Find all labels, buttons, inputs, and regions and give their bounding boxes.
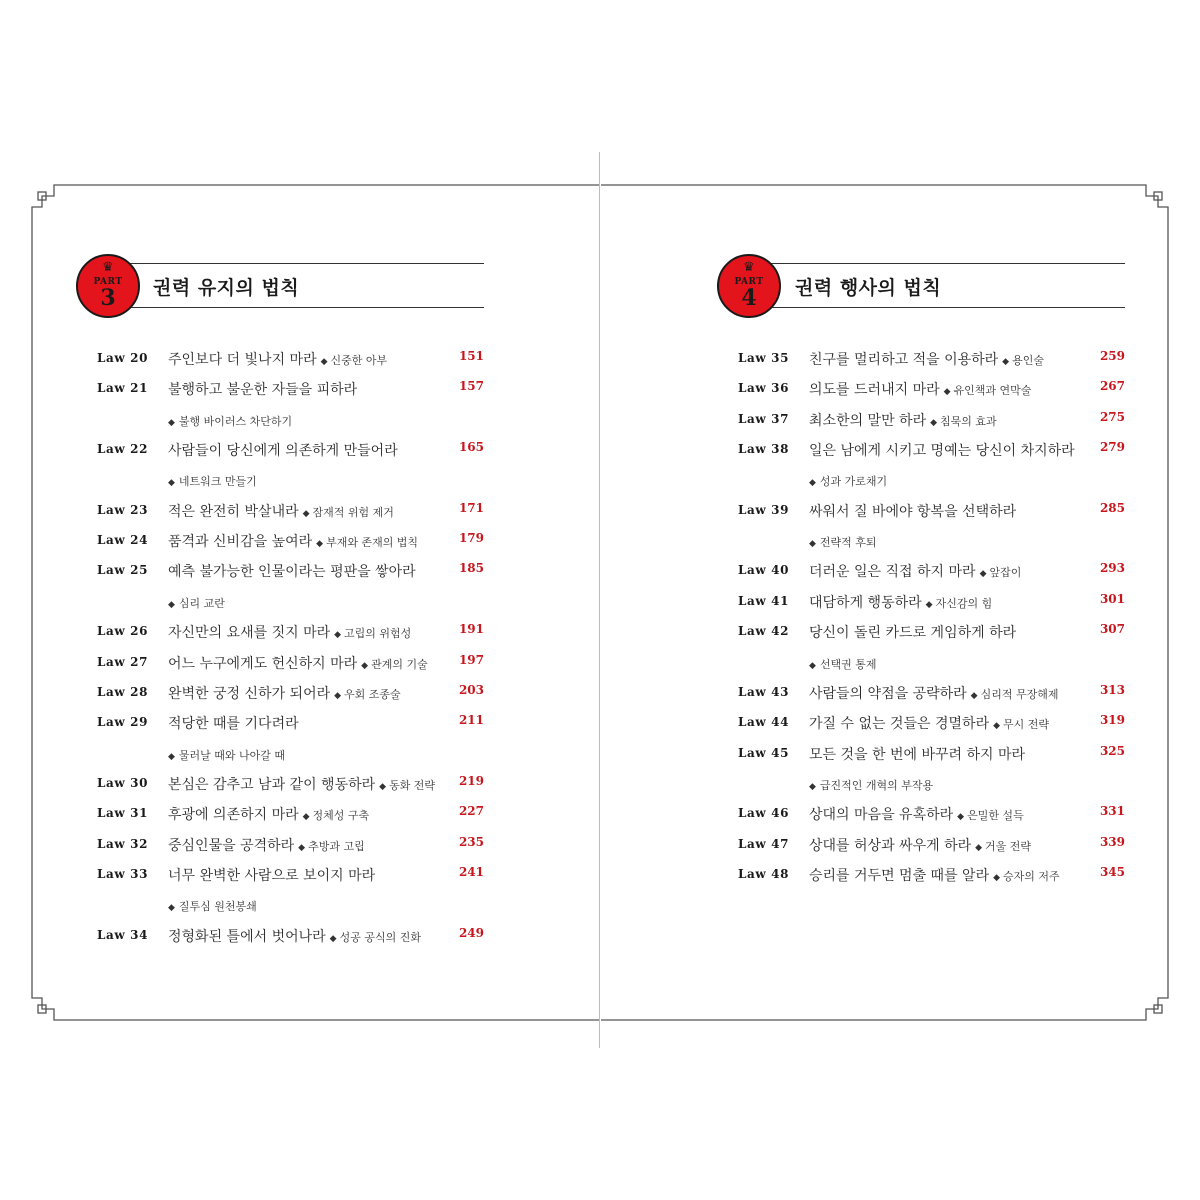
law-title-text: 품격과 신비감을 높여라: [168, 534, 313, 551]
page-number: 157: [458, 379, 484, 394]
diamond-bullet-icon: ◆: [957, 812, 965, 823]
law-title-text: 예측 불가능한 인물이라는 평판을 쌓아라: [168, 564, 416, 581]
law-subtitle: [809, 473, 887, 489]
law-title: [168, 531, 418, 551]
law-title: [168, 804, 369, 824]
law-title: [168, 865, 375, 885]
law-number: Law 26: [97, 624, 149, 639]
diamond-bullet-icon: ◆: [975, 842, 983, 853]
toc-entry[interactable]: [738, 864, 1125, 889]
law-number: Law 47: [738, 836, 790, 851]
law-title: [809, 501, 1016, 521]
law-subtitle-text: 앞잡이: [989, 566, 1022, 580]
law-title: [809, 835, 1031, 855]
law-title: [168, 379, 357, 399]
law-number: Law 28: [97, 684, 149, 699]
law-title-text: 의도를 드러내지 마라: [809, 382, 940, 399]
law-title: [809, 379, 1031, 399]
law-subtitle-text: 침묵의 효과: [940, 414, 997, 428]
law-subtitle: [944, 384, 1032, 397]
law-number: Law 35: [738, 351, 790, 365]
law-number: Law 41: [738, 593, 790, 608]
law-subtitle-text: 정체성 구축: [312, 809, 370, 823]
diamond-bullet-icon: ◆: [930, 417, 938, 428]
law-subtitle: [168, 473, 257, 489]
law-subtitle-text: 유인책과 연막술: [953, 384, 1032, 398]
law-title: [809, 622, 1016, 642]
law-subtitle: [1002, 354, 1044, 367]
diamond-bullet-icon: ◆: [298, 842, 306, 853]
law-subtitle-text: 선택권 통제: [819, 657, 877, 671]
law-subtitle: [993, 718, 1049, 731]
page-number: 191: [458, 622, 484, 637]
diamond-bullet-icon: ◆: [302, 508, 310, 519]
law-subtitle-text: 거울 전략: [985, 839, 1032, 853]
law-title: [168, 561, 416, 581]
law-title-text: 너무 완벽한 사람으로 보이지 마라: [168, 867, 376, 884]
law-number: Law 27: [97, 654, 149, 669]
page-number: 211: [458, 713, 484, 728]
law-title-text: 일은 남에게 시키고 명예는 당신이 차지하라: [809, 443, 1075, 460]
diamond-bullet-icon: ◆: [320, 357, 328, 367]
law-subtitle-text: 성과 가로채기: [819, 475, 888, 489]
law-subtitle-text: 동화 전략: [389, 778, 436, 792]
law-number: Law 34: [97, 927, 149, 942]
law-title: [809, 410, 997, 430]
law-subtitle-text: 질투심 원천봉쇄: [178, 900, 257, 914]
law-subtitle: [809, 534, 877, 550]
law-number: Law 30: [97, 775, 149, 790]
part-badge: [717, 254, 781, 318]
law-title-text: 최소한의 말만 하라: [809, 412, 927, 429]
law-number: Law 24: [97, 533, 149, 548]
law-title-text: 불행하고 불운한 자들을 피하라: [168, 382, 358, 399]
law-title: [809, 349, 1044, 369]
law-title-text: 주인보다 더 빛나지 마라: [168, 352, 317, 368]
toc-entry[interactable]: [97, 351, 484, 373]
law-subtitle-text: 무시 전략: [1003, 718, 1050, 732]
page-number: 227: [458, 804, 484, 819]
law-title-text: 중심인물을 공격하라: [168, 837, 295, 854]
diamond-bullet-icon: ◆: [993, 872, 1001, 883]
law-title-text: 사람들이 당신에게 의존하게 만들어라: [168, 443, 398, 460]
law-subtitle: [809, 777, 933, 793]
law-subtitle-text: 자신감의 힘: [935, 596, 993, 610]
toc-entry[interactable]: [738, 381, 1125, 403]
page-number: 293: [1099, 561, 1125, 576]
law-title-text: 사람들의 약점을 공략하라: [809, 685, 967, 702]
diamond-bullet-icon: ◆: [993, 721, 1001, 732]
law-number: Law 45: [738, 745, 790, 760]
law-subtitle: [930, 415, 997, 428]
law-title-text: 완벽한 궁정 신하가 되어라: [168, 685, 331, 702]
diamond-bullet-icon: ◆: [334, 630, 342, 641]
diamond-bullet-icon: ◆: [943, 387, 951, 398]
crown-icon: ♛: [102, 260, 114, 275]
law-subtitle: [957, 809, 1024, 822]
law-subtitle-text: 용인술: [1012, 354, 1044, 367]
law-number: Law 31: [97, 806, 149, 821]
part-title: 권력 행사의 법칙: [795, 277, 942, 299]
law-title-text: 대담하게 행동하라: [809, 594, 922, 611]
law-title-text: 상대를 허상과 싸우게 하라: [809, 837, 972, 854]
law-title: [168, 440, 398, 460]
toc-entry[interactable]: [97, 381, 484, 403]
crown-icon: ♛: [743, 260, 755, 275]
law-number: Law 33: [97, 866, 149, 881]
law-title: [168, 622, 411, 642]
law-number: Law 22: [97, 442, 149, 457]
law-title-text: 적당한 때를 기다려라: [168, 716, 299, 733]
law-subtitle-text: 고립의 위험성: [344, 627, 412, 641]
law-number: Law 32: [97, 836, 149, 851]
law-title: [168, 653, 428, 673]
law-subtitle-text: 성공 공식의 진화: [339, 930, 421, 944]
page-number: 307: [1099, 622, 1125, 637]
page-number: 267: [1099, 379, 1125, 394]
law-subtitle: [379, 779, 435, 792]
page-number: 259: [1099, 349, 1125, 363]
diamond-bullet-icon: ◆: [1002, 357, 1010, 367]
page-number: 325: [1099, 743, 1125, 758]
part-badge: [76, 254, 140, 318]
page-number: 331: [1099, 804, 1125, 819]
law-subtitle-text: 물러날 때와 나아갈 때: [178, 748, 286, 762]
toc-entry[interactable]: [738, 715, 1125, 737]
toc-entry[interactable]: [97, 773, 484, 798]
page-number: 179: [458, 531, 484, 546]
part-rule-top: [108, 263, 484, 264]
law-number: Law 42: [738, 624, 790, 639]
diamond-bullet-icon: ◆: [316, 539, 324, 550]
law-subtitle: [330, 931, 421, 944]
law-subtitle: [168, 595, 225, 611]
law-number: Law 21: [97, 381, 149, 396]
page-number: 219: [458, 773, 484, 788]
law-subtitle-text: 심리적 무장해제: [980, 687, 1059, 701]
law-title-text: 친구를 멀리하고 적을 이용하라: [809, 352, 999, 368]
diamond-bullet-icon: ◆: [168, 478, 175, 489]
page-number: 171: [458, 500, 484, 515]
law-subtitle-text: 급진적인 개혁의 부작용: [819, 778, 934, 792]
toc-entry[interactable]: [738, 563, 1125, 585]
law-number: Law 23: [97, 502, 149, 517]
diamond-bullet-icon: ◆: [361, 660, 369, 671]
law-subtitle: [303, 809, 370, 822]
page-number: 279: [1099, 440, 1125, 455]
diamond-bullet-icon: ◆: [329, 933, 337, 944]
part-rule-bottom: [108, 307, 484, 308]
diamond-bullet-icon: ◆: [809, 660, 816, 671]
toc-entry[interactable]: [738, 500, 1125, 525]
law-title-text: 자신만의 요새를 짓지 마라: [168, 625, 331, 642]
law-subtitle: [321, 354, 388, 367]
law-number: Law 36: [738, 381, 790, 396]
part-word: PART: [734, 277, 764, 287]
law-title-text: 어느 누구에게도 헌신하지 마라: [168, 655, 358, 672]
toc-entry[interactable]: [738, 351, 1125, 373]
diamond-bullet-icon: ◆: [302, 812, 310, 823]
law-subtitle-text: 부재와 존재의 법칙: [326, 536, 419, 550]
law-subtitle: [975, 840, 1031, 853]
law-subtitle: [334, 688, 401, 701]
diamond-bullet-icon: ◆: [168, 751, 175, 762]
diamond-bullet-icon: ◆: [334, 690, 342, 701]
part-number: 3: [100, 285, 116, 311]
law-subtitle: [809, 656, 877, 672]
law-subtitle: [980, 566, 1022, 579]
toc-entry[interactable]: [738, 743, 1125, 768]
page-number: 301: [1099, 591, 1125, 606]
law-title-text: 당신이 돌린 카드로 게임하게 하라: [809, 625, 1017, 642]
law-subtitle-text: 불행 바이러스 차단하기: [178, 414, 293, 428]
law-subtitle: [298, 840, 365, 853]
law-number: Law 48: [738, 866, 790, 881]
toc-entry[interactable]: [97, 806, 484, 828]
toc-entry[interactable]: [738, 806, 1125, 828]
law-title: [809, 683, 1058, 703]
page-number: 339: [1099, 834, 1125, 849]
law-number: Law 39: [738, 502, 790, 517]
diamond-bullet-icon: ◆: [925, 599, 933, 610]
page-number: 235: [458, 834, 484, 849]
page-number: 203: [458, 682, 484, 697]
law-subtitle: [168, 898, 257, 914]
law-title: [168, 683, 401, 703]
law-number: Law 38: [738, 442, 790, 457]
law-title: [168, 926, 421, 946]
law-number: Law 37: [738, 411, 790, 426]
law-title: [809, 865, 1060, 885]
toc-entry[interactable]: [97, 442, 484, 464]
law-subtitle: [971, 688, 1059, 701]
page-number: 197: [458, 652, 484, 667]
law-title-text: 상대의 마음을 유혹하라: [809, 807, 954, 824]
law-title: [809, 592, 992, 612]
diamond-bullet-icon: ◆: [970, 690, 978, 701]
law-title-text: 적은 완전히 박살내라: [168, 503, 299, 520]
diamond-bullet-icon: ◆: [809, 539, 816, 550]
toc-entry[interactable]: [738, 442, 1125, 464]
toc-entry[interactable]: [738, 591, 1125, 616]
law-title-text: 후광에 의존하지 마라: [168, 807, 299, 824]
law-title: [168, 501, 394, 521]
diamond-bullet-icon: ◆: [168, 599, 175, 610]
toc-entry[interactable]: [97, 500, 484, 525]
law-title-text: 싸워서 질 바에야 항복을 선택하라: [809, 503, 1017, 520]
law-title-text: 더러운 일은 직접 하지 마라: [809, 564, 976, 581]
part-rule-top: [750, 263, 1125, 264]
law-subtitle: [361, 658, 428, 671]
law-title: [809, 440, 1075, 460]
toc-entry[interactable]: [97, 834, 484, 859]
law-subtitle: [993, 870, 1060, 883]
diamond-bullet-icon: ◆: [809, 781, 816, 792]
page-number: 165: [458, 440, 484, 455]
toc-entry[interactable]: [738, 834, 1125, 859]
law-number: Law 20: [97, 351, 149, 365]
law-subtitle: [303, 506, 394, 519]
toc-entry[interactable]: [97, 715, 484, 737]
law-title-text: 모든 것을 한 번에 바꾸려 하지 마라: [809, 746, 1026, 763]
law-title-text: 정형화된 틀에서 벗어나라: [168, 928, 326, 945]
law-number: Law 44: [738, 715, 790, 730]
law-title: [809, 561, 1021, 581]
toc-entry[interactable]: [97, 652, 484, 677]
toc-entry[interactable]: [738, 624, 1125, 646]
page-number: 151: [458, 349, 484, 363]
law-subtitle-text: 신중한 아부: [330, 354, 388, 367]
law-title-text: 본심은 감추고 남과 같이 행동하라: [168, 776, 376, 793]
diamond-bullet-icon: ◆: [979, 569, 987, 580]
law-subtitle-text: 심리 교란: [178, 596, 225, 610]
part-title: 권력 유지의 법칙: [153, 277, 300, 299]
law-subtitle-text: 네트워크 만들기: [178, 475, 257, 489]
law-subtitle: [926, 597, 993, 610]
part-rule-bottom: [750, 307, 1125, 308]
law-subtitle-text: 우회 조종술: [344, 687, 401, 701]
page-number: 241: [458, 864, 484, 879]
diamond-bullet-icon: ◆: [379, 781, 387, 792]
law-title-text: 승리를 거두면 멈출 때를 알라: [809, 867, 990, 884]
law-subtitle-text: 전략적 후퇴: [819, 536, 877, 550]
law-number: Law 43: [738, 684, 790, 699]
law-subtitle-text: 관계의 기술: [371, 657, 428, 671]
toc-entry[interactable]: [97, 864, 484, 889]
law-title: [168, 835, 365, 855]
toc-entry[interactable]: [97, 563, 484, 585]
right-page: [600, 0, 1200, 1200]
law-subtitle: [334, 627, 411, 640]
law-title-text: 가질 수 없는 것들은 경멸하라: [809, 716, 990, 733]
law-subtitle-text: 은밀한 설득: [967, 809, 1024, 823]
law-subtitle-text: 승자의 저주: [1003, 869, 1060, 883]
part-word: PART: [93, 277, 123, 287]
toc-entry[interactable]: [738, 409, 1125, 434]
page-number: 285: [1099, 500, 1125, 515]
page-number: 275: [1099, 409, 1125, 424]
toc-entry[interactable]: [97, 682, 484, 707]
law-number: Law 46: [738, 806, 790, 821]
law-title: [168, 349, 387, 369]
law-number: Law 40: [738, 563, 790, 578]
law-subtitle: [168, 413, 292, 429]
page-number: 249: [458, 925, 484, 940]
page-number: 319: [1099, 713, 1125, 728]
law-subtitle: [168, 747, 285, 763]
toc-entry[interactable]: [738, 682, 1125, 707]
law-number: Law 29: [97, 715, 149, 730]
diamond-bullet-icon: ◆: [809, 478, 816, 489]
toc-entry[interactable]: [97, 533, 484, 555]
page-number: 185: [458, 561, 484, 576]
law-title: [809, 744, 1025, 764]
law-subtitle-text: 잠재적 위험 제거: [312, 505, 394, 519]
law-title: [809, 713, 1049, 733]
toc-entry[interactable]: [97, 925, 484, 950]
law-subtitle: [316, 536, 418, 549]
page-number: 345: [1099, 864, 1125, 879]
diamond-bullet-icon: ◆: [168, 417, 175, 428]
law-subtitle-text: 추방과 고립: [308, 839, 365, 853]
part-number: 4: [741, 285, 757, 311]
law-title: [168, 774, 435, 794]
law-title: [168, 713, 299, 733]
law-number: Law 25: [97, 563, 149, 578]
page-number: 313: [1099, 682, 1125, 697]
toc-entry[interactable]: [97, 624, 484, 646]
diamond-bullet-icon: ◆: [168, 903, 175, 914]
law-title: [809, 804, 1024, 824]
